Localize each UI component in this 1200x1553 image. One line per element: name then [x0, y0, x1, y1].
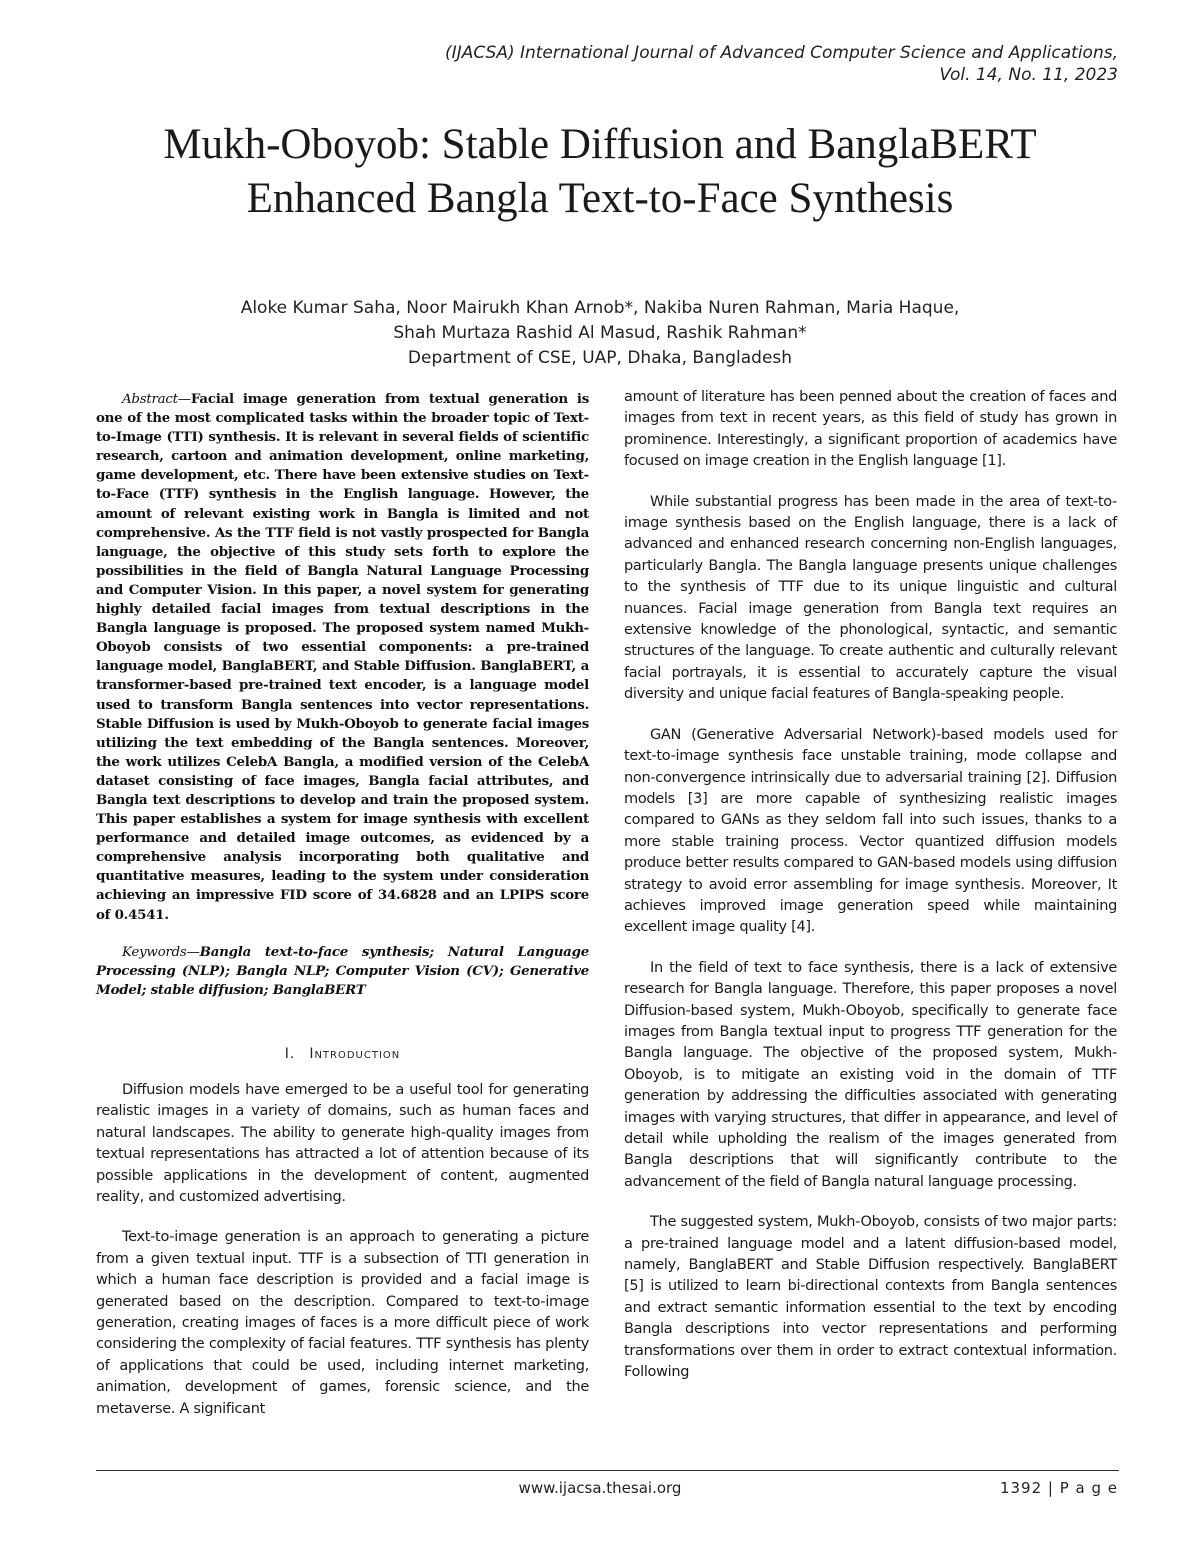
paragraph: In the field of text to face synthesis, there is a lack of extensive research for Bangla language. Therefore, this paper proposes a novel Diffusion-based system, Mukh-Oboyob, specifically to generate face images from Bangla textual input to progress TTF generation for the Bangla language. The objective of the proposed system, Mukh-Oboyob, is to mitigate an existing void in the domain of TTF generation by addressing the difficulties associated with generating images with varying structures, that differ in appearance, and level of detail while upholding the realism of the images generated from Bangla descriptions that will significantly contribute to the advancement of the field of Bangla natural language processing.: [624, 959, 1117, 1190]
paper-title-line-2: Enhanced Bangla Text-to-Face Synthesis: [246, 175, 954, 222]
footer-url: www.ijacsa.thesai.org: [518, 1479, 682, 1497]
abstract: [96, 390, 589, 925]
paragraph: Text-to-image generation is an approach to generating a picture from a given textual input. TTF is a subsection of TTI generation in which a human face description is provided and a facial image is generated based on the description. Compared to text-to-image generation, creating images of faces is a more difficult piece of work considering the complexity of facial features. TTF synthesis has plenty of applications that could be used, including internet marketing, animation, development of games, forensic science, and the metaverse. A significant: [96, 1229, 589, 1417]
affiliation: Department of CSE, UAP, Dhaka, Bangladesh: [407, 348, 793, 368]
abstract-label: Abstract—: [122, 392, 191, 407]
paragraph: The suggested system, Mukh-Oboyob, consists of two major parts: a pre-trained language model and a latent diffusion-based model, namely, BanglaBERT and Stable Diffusion respectively. BanglaBERT [5] is utilized to learn bi-directional contexts from Bangla sentences and extract semantic information essential to the text by encoding Bangla descriptions into vector representations and performing transformations over them in order to extract contextual information. Following: [624, 1214, 1117, 1381]
keywords: [96, 943, 589, 1000]
paragraph: GAN (Generative Adversarial Network)-based models used for text-to-image synthesis face unstable training, mode collapse and non-convergence intrinsically due to adversarial training [2]. Diffusion models [3] are more capable of synthesizing realistic images compared to GANs as they seldom fall into such issues, thanks to a more stable training process. Vector quantized diffusion models produce better results compared to GAN-based models using diffusion strategy to avoid error assembling for image synthesis. Moreover, It achieves improved image generation speed while maintaining excellent image quality [4].: [624, 726, 1117, 936]
section-title: Introduction: [309, 1045, 401, 1062]
journal-volume: Vol. 14, No. 11, 2023: [939, 65, 1118, 85]
author-block: [100, 296, 1100, 371]
section-number: I.: [284, 1045, 296, 1062]
keywords-label: Keywords—: [122, 944, 200, 960]
abstract-text: Facial image generation from textual generation is one of the most complicated tasks within the broader topic of Text-to-Image (TTI) synthesis. It is relevant in several fields of scientific research, cartoon and animation development, online marketing, game development, etc. There have been extensive studies on Text-to-Face (TTF) synthesis in the English language. However, the amount of relevant existing work in Bangla is limited and not comprehensive. As the TTF field is not vastly prospected for Bangla language, the objective of this study sets forth to explore the possibilities in the field of Bangla Natural Language Processing and Computer Vision. In this paper, a novel system for generating highly detailed facial images from textual descriptions in the Bangla language is proposed. The proposed system named Mukh-Oboyob consists of two essential components: a pre-trained language model, BanglaBERT, and Stable Diffusion. BanglaBERT, a transformer-based pre-trained text encoder, is a language model used to transform Bangla sentences into vector representations. Stable Diffusion is used by Mukh-Oboyob to generate facial images utilizing the text embedding of the Bangla sentences. Moreover, the work utilizes CelebA Bangla, a modified version of the CelebA dataset consisting of face images, Bangla facial attributes, and Bangla text descriptions to develop and train the proposed system. This paper establishes a system for image synthesis with excellent performance and detailed image outcomes, as evidenced by a comprehensive analysis incorporating both qualitative and quantitative measures, leading to the system under consideration achieving an impressive FID score of 34.6828 and an LPIPS score of 0.4541.: [96, 391, 589, 923]
keywords-text: Bangla text-to-face synthesis; Natural Language Processing (NLP); Bangla NLP; Computer Vision (CV); Generative Model; stable diffusion; BanglaBERT: [96, 943, 589, 998]
paragraph: amount of literature has been penned about the creation of faces and images from text in recent years, as this field of study has grown in prominence. Interestingly, a significant proportion of academics have focused on image creation in the English language [1].: [624, 389, 1117, 470]
paragraph: Diffusion models have emerged to be a useful tool for generating realistic images in a variety of domains, such as human faces and natural landscapes. The ability to generate high-quality images from textual representations has attracted a lot of attention because of its possible applications in the development of content, augmented reality, and customized advertising.: [96, 1081, 589, 1205]
footer-page-number: 1392 | P a g e: [999, 1479, 1118, 1497]
authors-line-2: Shah Murtaza Rashid Al Masud, Rashik Rahman*: [393, 323, 807, 343]
paper-title: [60, 118, 1140, 226]
journal-header: [218, 42, 1118, 86]
authors-line-1: Aloke Kumar Saha, Noor Mairukh Khan Arnob*, Nakiba Nuren Rahman, Maria Haque,: [240, 298, 960, 318]
section-heading-introduction: [96, 1046, 589, 1062]
right-column: [624, 387, 1117, 1402]
footer-rule: [96, 1470, 1119, 1471]
paper-title-line-1: Mukh-Oboyob: Stable Diffusion and BanglaBERT: [163, 121, 1037, 168]
journal-name: (IJACSA) International Journal of Advanced Computer Science and Applications,: [445, 43, 1118, 63]
paragraph: While substantial progress has been made in the area of text-to-image synthesis based on the English language, there is a lack of advanced and enhanced research concerning non-English languages, particularly Bangla. The Bangla language presents unique challenges to the synthesis of TTF due to its unique linguistic and cultural nuances. Facial image generation from Bangla text requires an extensive knowledge of the phonological, syntactic, and semantic structures of the language. To create authentic and culturally relevant facial portrayals, it is essential to accurately capture the visual diversity and unique facial features of Bangla-speaking people.: [624, 493, 1117, 703]
left-column: [96, 390, 589, 1439]
